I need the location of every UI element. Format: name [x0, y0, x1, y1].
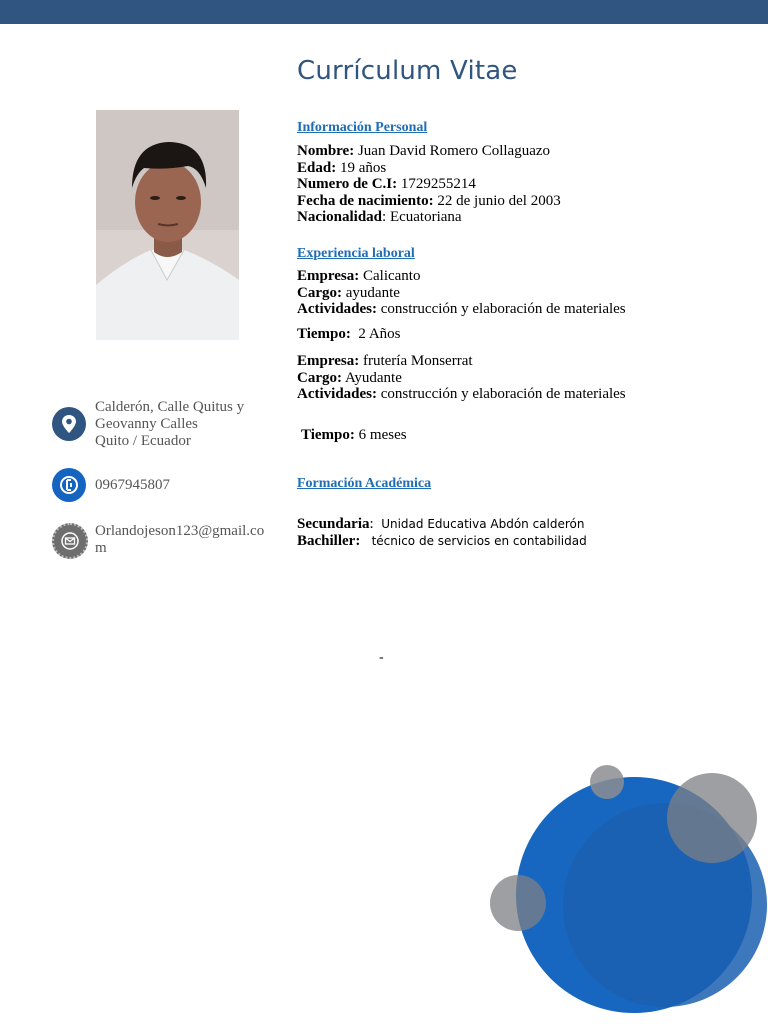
deco-circle-left: [490, 875, 546, 931]
deco-circle-large: [516, 777, 752, 1013]
ci-row: Numero de C.I: 1729255214: [297, 176, 476, 192]
nationality-row: Nacionalidad: Ecuatoriana: [297, 209, 462, 225]
location-icon: [52, 407, 86, 441]
section-heading-education: Formación Académica: [297, 476, 432, 491]
personal-info: [297, 143, 561, 226]
job-entry: [297, 268, 626, 318]
role-row: Cargo: Ayudante: [297, 369, 402, 386]
deco-circle-small: [590, 765, 624, 799]
profile-photo-image: [96, 110, 239, 340]
job-entry: [297, 353, 626, 403]
bachelor-row: Bachiller: técnico de servicios en contabilidad: [297, 532, 587, 549]
address-line: Quito / Ecuador: [95, 433, 191, 449]
address-line: Calderón, Calle Quitus y: [95, 399, 245, 415]
section-heading-experience: Experiencia laboral: [297, 246, 415, 261]
activities-row: Actividades: construcción y elaboración de materiales: [297, 301, 626, 317]
address-line: Geovanny Calles: [95, 416, 198, 432]
name-row: Nombre: Juan David Romero Collaguazo: [297, 143, 551, 159]
time-row: Tiempo: 2 Años: [297, 326, 401, 342]
profile-photo: [96, 110, 239, 340]
email-address: [95, 523, 264, 557]
birth-row: Fecha de nacimiento: 22 de junio del 2003: [297, 192, 561, 209]
deco-circle-inner: [563, 803, 767, 1007]
email-line: Orlandojeson123@gmail.co: [95, 523, 265, 539]
company-row: Empresa: Calicanto: [297, 268, 421, 284]
company-row: Empresa: frutería Monserrat: [297, 353, 473, 369]
phone-icon: [52, 468, 86, 502]
top-banner: [0, 0, 768, 24]
activities-row: Actividades: construcción y elaboración de materiales: [297, 386, 626, 402]
role-row: Cargo: ayudante: [297, 284, 400, 301]
secondary-row: Secundaria: Unidad Educativa Abdón calderón: [297, 516, 585, 532]
deco-circle-gray: [667, 773, 757, 863]
page-title: Currículum Vitae: [297, 56, 518, 86]
separator-dash: -: [379, 650, 384, 665]
time-row: Tiempo: 6 meses: [301, 427, 407, 443]
education-info: [297, 516, 587, 549]
phone-number: 0967945807: [95, 477, 170, 493]
email-icon: [52, 523, 88, 559]
section-heading-personal: Información Personal: [297, 120, 428, 135]
address: [95, 399, 244, 450]
email-line: m: [95, 540, 107, 556]
age-row: Edad: 19 años: [297, 159, 387, 176]
